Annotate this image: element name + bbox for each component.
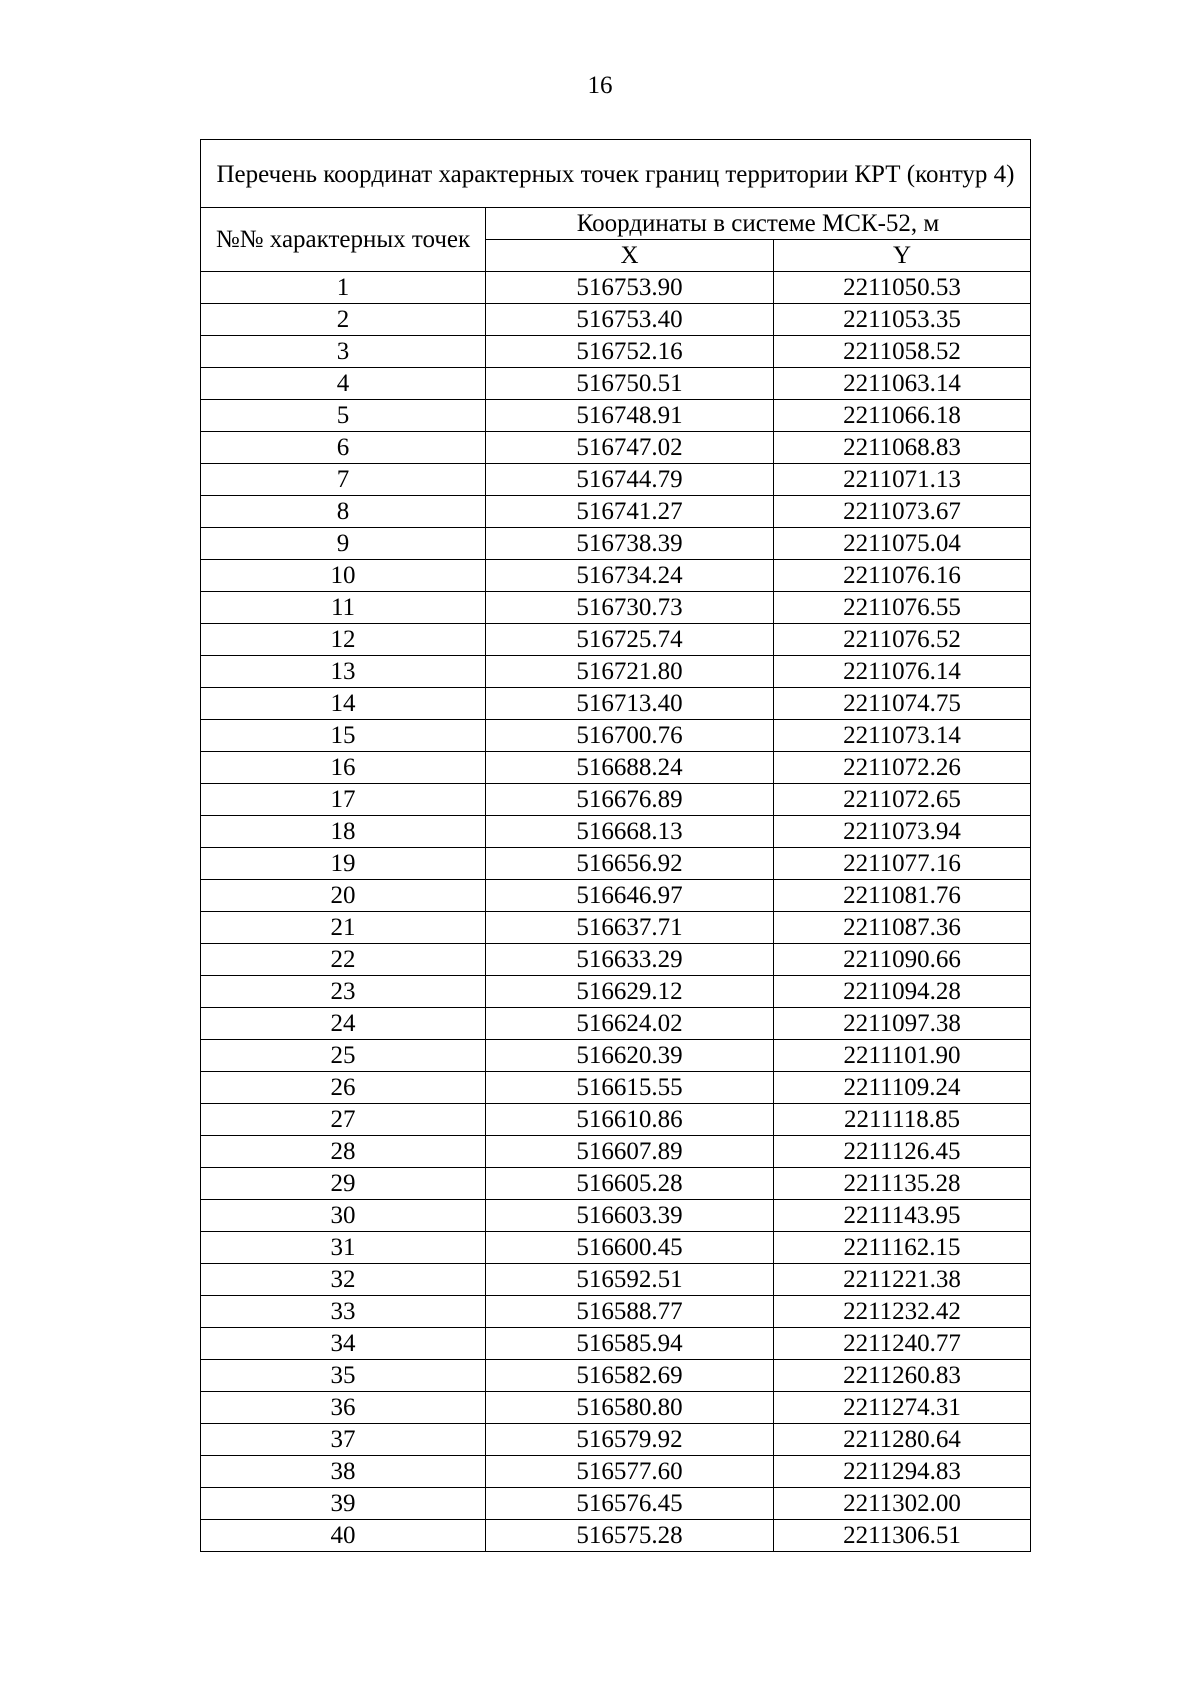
table-row: [201, 1040, 1031, 1072]
point-number-cell: 27: [201, 1104, 486, 1136]
table-row: [201, 560, 1031, 592]
x-coordinate-cell: 516688.24: [486, 752, 774, 784]
x-coordinate-cell: 516741.27: [486, 496, 774, 528]
point-number-cell: 17: [201, 784, 486, 816]
x-coordinate-cell: 516603.39: [486, 1200, 774, 1232]
x-coordinate-cell: 516676.89: [486, 784, 774, 816]
y-coordinate-cell: 2211232.42: [774, 1296, 1031, 1328]
y-coordinate-cell: 2211063.14: [774, 368, 1031, 400]
x-coordinate-cell: 516753.40: [486, 304, 774, 336]
table-row: [201, 464, 1031, 496]
table-row: [201, 912, 1031, 944]
table-row: [201, 1456, 1031, 1488]
table-row: [201, 592, 1031, 624]
table-row: [201, 1520, 1031, 1552]
x-coordinate-cell: 516577.60: [486, 1456, 774, 1488]
x-coordinate-cell: 516579.92: [486, 1424, 774, 1456]
point-number-cell: 23: [201, 976, 486, 1008]
x-coordinate-cell: 516592.51: [486, 1264, 774, 1296]
table-row: [201, 1488, 1031, 1520]
y-coordinate-cell: 2211058.52: [774, 336, 1031, 368]
table-row: [201, 1168, 1031, 1200]
table-row: [201, 336, 1031, 368]
x-coordinate-cell: 516624.02: [486, 1008, 774, 1040]
table-row: [201, 1200, 1031, 1232]
point-number-cell: 38: [201, 1456, 486, 1488]
point-number-cell: 5: [201, 400, 486, 432]
table-row: [201, 1328, 1031, 1360]
table-row: [201, 1104, 1031, 1136]
x-coordinate-cell: 516656.92: [486, 848, 774, 880]
y-coordinate-cell: 2211302.00: [774, 1488, 1031, 1520]
table-row: [201, 1264, 1031, 1296]
x-coordinate-cell: 516750.51: [486, 368, 774, 400]
point-number-cell: 36: [201, 1392, 486, 1424]
y-coordinate-cell: 2211072.26: [774, 752, 1031, 784]
y-coordinate-cell: 2211073.94: [774, 816, 1031, 848]
point-number-cell: 31: [201, 1232, 486, 1264]
y-coordinate-cell: 2211076.14: [774, 656, 1031, 688]
y-coordinate-cell: 2211094.28: [774, 976, 1031, 1008]
y-coordinate-cell: 2211306.51: [774, 1520, 1031, 1552]
table-row: [201, 976, 1031, 1008]
table-body: [201, 272, 1031, 1552]
table-row: [201, 368, 1031, 400]
table-row: [201, 848, 1031, 880]
point-number-cell: 12: [201, 624, 486, 656]
coordinates-column-header: Координаты в системе МСК-52, м: [486, 208, 1031, 240]
table-row: [201, 304, 1031, 336]
y-coordinate-cell: 2211143.95: [774, 1200, 1031, 1232]
table-row: [201, 272, 1031, 304]
point-number-cell: 7: [201, 464, 486, 496]
table-row: [201, 816, 1031, 848]
point-number-cell: 1: [201, 272, 486, 304]
y-coordinate-cell: 2211071.13: [774, 464, 1031, 496]
table-row: [201, 752, 1031, 784]
x-coordinate-cell: 516615.55: [486, 1072, 774, 1104]
point-number-cell: 4: [201, 368, 486, 400]
point-number-cell: 32: [201, 1264, 486, 1296]
x-coordinate-cell: 516580.80: [486, 1392, 774, 1424]
point-number-cell: 37: [201, 1424, 486, 1456]
point-number-cell: 20: [201, 880, 486, 912]
y-column-header: Y: [774, 240, 1031, 272]
x-coordinate-cell: 516738.39: [486, 528, 774, 560]
table-row: [201, 1072, 1031, 1104]
x-coordinate-cell: 516700.76: [486, 720, 774, 752]
y-coordinate-cell: 2211221.38: [774, 1264, 1031, 1296]
x-coordinate-cell: 516585.94: [486, 1328, 774, 1360]
point-number-cell: 39: [201, 1488, 486, 1520]
x-coordinate-cell: 516734.24: [486, 560, 774, 592]
point-number-cell: 40: [201, 1520, 486, 1552]
point-number-cell: 26: [201, 1072, 486, 1104]
x-coordinate-cell: 516582.69: [486, 1360, 774, 1392]
table-row: [201, 400, 1031, 432]
point-number-cell: 22: [201, 944, 486, 976]
x-column-header: X: [486, 240, 774, 272]
y-coordinate-cell: 2211068.83: [774, 432, 1031, 464]
y-coordinate-cell: 2211135.28: [774, 1168, 1031, 1200]
point-number-cell: 34: [201, 1328, 486, 1360]
y-coordinate-cell: 2211050.53: [774, 272, 1031, 304]
x-coordinate-cell: 516668.13: [486, 816, 774, 848]
table-header: [201, 140, 1031, 272]
point-number-cell: 33: [201, 1296, 486, 1328]
x-coordinate-cell: 516600.45: [486, 1232, 774, 1264]
x-coordinate-cell: 516620.39: [486, 1040, 774, 1072]
y-coordinate-cell: 2211118.85: [774, 1104, 1031, 1136]
page-number: 16: [587, 72, 613, 99]
point-number-cell: 24: [201, 1008, 486, 1040]
table-title: Перечень координат характерных точек границ территории КРТ (контур 4): [201, 140, 1031, 208]
table-row: [201, 944, 1031, 976]
table-row: [201, 1008, 1031, 1040]
x-coordinate-cell: 516752.16: [486, 336, 774, 368]
x-coordinate-cell: 516748.91: [486, 400, 774, 432]
x-coordinate-cell: 516744.79: [486, 464, 774, 496]
x-coordinate-cell: 516610.86: [486, 1104, 774, 1136]
table-row: [201, 720, 1031, 752]
y-coordinate-cell: 2211073.67: [774, 496, 1031, 528]
point-number-cell: 29: [201, 1168, 486, 1200]
x-coordinate-cell: 516646.97: [486, 880, 774, 912]
table-row: [201, 1424, 1031, 1456]
x-coordinate-cell: 516747.02: [486, 432, 774, 464]
point-number-cell: 2: [201, 304, 486, 336]
x-coordinate-cell: 516753.90: [486, 272, 774, 304]
x-coordinate-cell: 516607.89: [486, 1136, 774, 1168]
x-coordinate-cell: 516637.71: [486, 912, 774, 944]
coordinates-table: [200, 139, 1031, 1552]
table-row: [201, 624, 1031, 656]
point-number-cell: 8: [201, 496, 486, 528]
point-number-cell: 13: [201, 656, 486, 688]
point-number-cell: 19: [201, 848, 486, 880]
table-row: [201, 496, 1031, 528]
x-coordinate-cell: 516605.28: [486, 1168, 774, 1200]
y-coordinate-cell: 2211075.04: [774, 528, 1031, 560]
point-number-cell: 6: [201, 432, 486, 464]
y-coordinate-cell: 2211162.15: [774, 1232, 1031, 1264]
point-number-cell: 15: [201, 720, 486, 752]
point-number-cell: 3: [201, 336, 486, 368]
point-number-cell: 18: [201, 816, 486, 848]
point-number-cell: 11: [201, 592, 486, 624]
y-coordinate-cell: 2211126.45: [774, 1136, 1031, 1168]
y-coordinate-cell: 2211074.75: [774, 688, 1031, 720]
table-row: [201, 880, 1031, 912]
point-number-cell: 16: [201, 752, 486, 784]
point-number-cell: 30: [201, 1200, 486, 1232]
y-coordinate-cell: 2211090.66: [774, 944, 1031, 976]
y-coordinate-cell: 2211076.55: [774, 592, 1031, 624]
table-row: [201, 1360, 1031, 1392]
y-coordinate-cell: 2211066.18: [774, 400, 1031, 432]
x-coordinate-cell: 516629.12: [486, 976, 774, 1008]
x-coordinate-cell: 516576.45: [486, 1488, 774, 1520]
y-coordinate-cell: 2211053.35: [774, 304, 1031, 336]
x-coordinate-cell: 516713.40: [486, 688, 774, 720]
x-coordinate-cell: 516721.80: [486, 656, 774, 688]
y-coordinate-cell: 2211280.64: [774, 1424, 1031, 1456]
point-number-cell: 9: [201, 528, 486, 560]
y-coordinate-cell: 2211294.83: [774, 1456, 1031, 1488]
table-row: [201, 432, 1031, 464]
table-row: [201, 1136, 1031, 1168]
y-coordinate-cell: 2211072.65: [774, 784, 1031, 816]
table-row: [201, 784, 1031, 816]
table-row: [201, 1392, 1031, 1424]
x-coordinate-cell: 516730.73: [486, 592, 774, 624]
table-title-row: [201, 140, 1031, 208]
point-number-cell: 10: [201, 560, 486, 592]
y-coordinate-cell: 2211109.24: [774, 1072, 1031, 1104]
point-number-cell: 14: [201, 688, 486, 720]
y-coordinate-cell: 2211240.77: [774, 1328, 1031, 1360]
table-row: [201, 656, 1031, 688]
y-coordinate-cell: 2211081.76: [774, 880, 1031, 912]
point-number-cell: 28: [201, 1136, 486, 1168]
point-number-cell: 25: [201, 1040, 486, 1072]
x-coordinate-cell: 516633.29: [486, 944, 774, 976]
table-row: [201, 688, 1031, 720]
x-coordinate-cell: 516588.77: [486, 1296, 774, 1328]
y-coordinate-cell: 2211087.36: [774, 912, 1031, 944]
x-coordinate-cell: 516725.74: [486, 624, 774, 656]
column-header-row: [201, 208, 1031, 240]
point-number-cell: 21: [201, 912, 486, 944]
point-number-cell: 35: [201, 1360, 486, 1392]
y-coordinate-cell: 2211076.16: [774, 560, 1031, 592]
y-coordinate-cell: 2211076.52: [774, 624, 1031, 656]
y-coordinate-cell: 2211101.90: [774, 1040, 1031, 1072]
y-coordinate-cell: 2211073.14: [774, 720, 1031, 752]
x-coordinate-cell: 516575.28: [486, 1520, 774, 1552]
y-coordinate-cell: 2211097.38: [774, 1008, 1031, 1040]
y-coordinate-cell: 2211260.83: [774, 1360, 1031, 1392]
table-row: [201, 1296, 1031, 1328]
y-coordinate-cell: 2211077.16: [774, 848, 1031, 880]
y-coordinate-cell: 2211274.31: [774, 1392, 1031, 1424]
table-row: [201, 528, 1031, 560]
points-column-header: №№ характерных точек: [201, 208, 486, 272]
table-row: [201, 1232, 1031, 1264]
